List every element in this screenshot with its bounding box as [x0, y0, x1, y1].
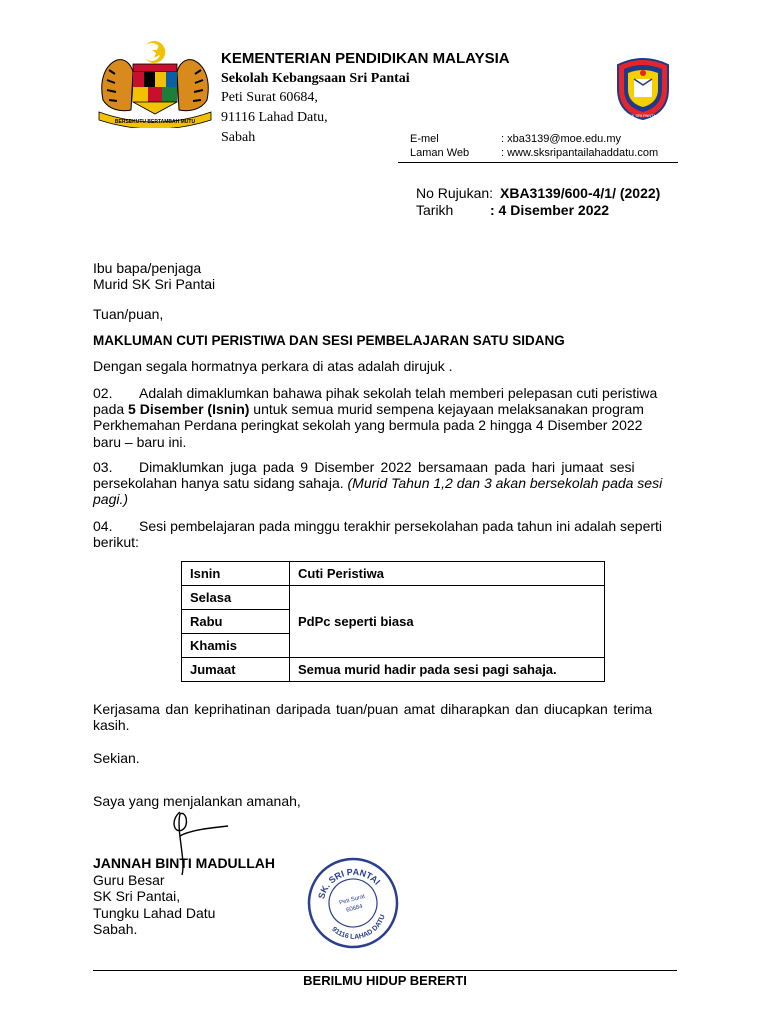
para03-italic: (Murid Tahun 1,2 dan 3 akan bersekolah pada sesi [347, 475, 663, 491]
signatory-line: Guru Besar [93, 872, 165, 888]
ministry-name: KEMENTERIAN PENDIDIKAN MALAYSIA [221, 50, 510, 67]
day-cell: Selasa [182, 586, 290, 610]
school-stamp-icon [305, 855, 401, 951]
signatory-line: SK Sri Pantai, [93, 888, 181, 904]
para03-line [93, 475, 666, 491]
email-label: E-mel [410, 133, 439, 145]
amanah-text: Saya yang menjalankan amanah, [93, 793, 301, 809]
day-cell: Rabu [182, 610, 290, 634]
salutation: Tuan/puan, [93, 306, 164, 322]
para02-line: baru – baru ini. [93, 434, 187, 450]
desc-cell: Semua murid hadir pada sesi pagi sahaja. [290, 658, 605, 682]
school-address [221, 88, 328, 148]
day-cell: Jumaat [182, 658, 290, 682]
para-number: 02. [93, 385, 113, 401]
intro-text: Dengan segala hormatnya perkara di atas adalah dirujuk . [93, 358, 453, 374]
signatory-name: JANNAH BINTI MADULLAH [93, 855, 275, 871]
address-line: Sabah [221, 130, 256, 145]
closing-line: Kerjasama dan keprihatinan daripada tuan/puan amat diharapkan dan diucapkan terima [93, 701, 653, 717]
school-logo-text: SK SRI PANTAI [628, 113, 658, 118]
para03-line: Dimaklumkan juga pada 9 Disember 2022 bersamaan pada hari jumaat sesi [139, 459, 635, 475]
school-name: Sekolah Kebangsaan Sri Pantai [221, 71, 410, 86]
table-row [182, 658, 605, 682]
closing-line: kasih. [93, 717, 130, 733]
para02-line [93, 401, 666, 417]
footer-divider [93, 970, 677, 971]
day-cell: Khamis [182, 634, 290, 658]
letter-subject: MAKLUMAN CUTI PERISTIWA DAN SESI PEMBELAJARAN SATU SIDANG [93, 333, 565, 348]
header-divider [398, 162, 678, 163]
malaysia-crest-icon [95, 40, 215, 128]
address-line: 91116 Lahad Datu, [221, 110, 328, 125]
school-motto: BERILMU HIDUP BERERTI [303, 973, 467, 988]
web-label: Laman Web [410, 147, 470, 159]
address-line: Peti Surat 60684, [221, 90, 318, 105]
para02-line: Adalah dimaklumkan bahawa pihak sekolah telah memberi pelepasan cuti peristiwa [139, 385, 658, 401]
stamp-top-text: SK. SRI PANTAI [316, 866, 383, 900]
recipient-line: Ibu bapa/penjaga [93, 260, 202, 276]
para02-text: untuk semua murid sempena kejayaan melaksanakan program [249, 401, 644, 417]
schedule-table [181, 561, 605, 682]
para02-text: pada [93, 401, 129, 417]
recipient-line: Murid SK Sri Pantai [93, 276, 216, 292]
reference-label: No Rujukan: [416, 185, 494, 201]
school-logo-icon [610, 55, 676, 121]
day-cell: Isnin [182, 562, 290, 586]
desc-cell: PdPc seperti biasa [290, 586, 605, 658]
para02-line: Perkhemahan Perdana peringkat sekolah yang bermula pada 2 hingga 4 Disember 2022 [93, 417, 643, 433]
crest-motto: BERSEKUTU BERTAMBAH MUTU [114, 119, 196, 125]
signatory-line: Tungku Lahad Datu [93, 905, 216, 921]
para03-text: persekolahan hanya satu sidang sahaja. [93, 475, 348, 491]
stamp-bottom-text: 91116 LAHAD DATU [330, 913, 387, 941]
email-value: : xba3139@moe.edu.my [501, 133, 622, 145]
svg-text:91116 LAHAD DATU [329, 912, 391, 947]
para-number: 04. [93, 518, 113, 534]
reference-number: XBA3139/600-4/1/ (2022) [500, 185, 661, 201]
web-value: : www.sksripantailahaddatu.com [501, 147, 659, 159]
date-value: : 4 Disember 2022 [490, 202, 610, 218]
stamp-center-text: 60684 [345, 903, 364, 914]
table-row [182, 586, 605, 610]
para04-line: Sesi pembelajaran pada minggu terakhir persekolahan pada tahun ini adalah seperti [139, 518, 663, 534]
svg-text:SK. SRI PANTAI [311, 859, 384, 902]
date-label: Tarikh [416, 202, 454, 218]
stamp-center-text: Peti Surat [338, 893, 366, 907]
table-row [182, 562, 605, 586]
signatory-line: Sabah. [93, 921, 138, 937]
para03-line: pagi.) [93, 491, 129, 507]
para02-bold-date: 5 Disember (Isnin) [128, 401, 250, 417]
desc-cell: Cuti Peristiwa [290, 562, 605, 586]
para-number: 03. [93, 459, 113, 475]
sekian-text: Sekian. [93, 750, 140, 766]
para04-line: berikut: [93, 534, 139, 550]
